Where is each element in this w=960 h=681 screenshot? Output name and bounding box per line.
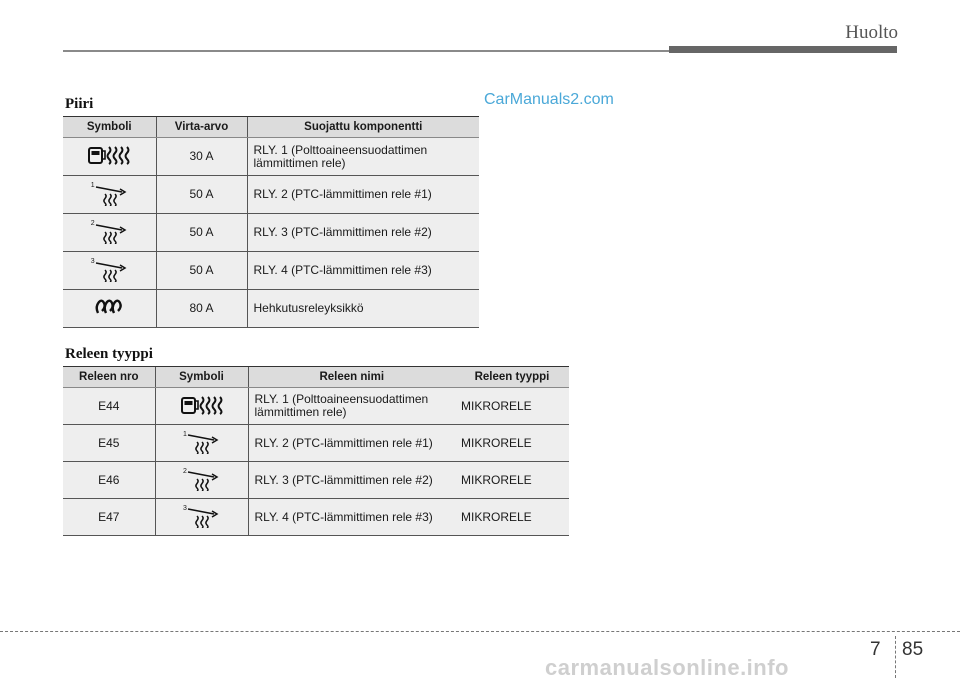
symbol-cell [155, 425, 248, 462]
watermark-link[interactable]: CarManuals2.com [484, 91, 614, 108]
section-title-releen-tyyppi: Releen tyyppi [65, 346, 153, 362]
table-header-row [63, 117, 479, 138]
column-header: Symboli [63, 117, 156, 138]
symbol-cell [155, 388, 248, 425]
table-row [63, 425, 569, 462]
table-row [63, 214, 479, 252]
symbol-index: 2 [183, 467, 187, 475]
component-cell: RLY. 4 (PTC-lämmittimen rele #3) [247, 252, 479, 290]
relay-type-cell: MIKRORELE [455, 388, 569, 425]
rating-cell: 80 A [156, 290, 247, 328]
ptc-heater-icon [183, 432, 220, 454]
chapter-number: 7 [870, 639, 881, 660]
symbol-index: 3 [90, 258, 95, 265]
component-cell: Hehkutusreleyksikkö [247, 290, 479, 328]
ptc-heater-icon [183, 506, 220, 528]
relay-id-cell: E44 [63, 388, 155, 425]
relay-id-cell: E47 [63, 499, 155, 536]
column-header: Virta-arvo [156, 117, 247, 138]
rating-cell: 30 A [156, 138, 247, 176]
column-header: Symboli [155, 367, 248, 388]
fuse-table [63, 116, 479, 328]
rating-cell: 50 A [156, 252, 247, 290]
footer-rule [0, 631, 960, 632]
relay-name-cell: RLY. 3 (PTC-lämmittimen rele #2) [248, 462, 455, 499]
fuel-filter-heater-icon [181, 395, 223, 415]
header-title: Huolto [845, 22, 898, 43]
relay-table [63, 366, 569, 536]
relay-type-cell: MIKRORELE [455, 499, 569, 536]
page-number-divider [895, 636, 896, 678]
ptc-heater-icon [91, 222, 128, 244]
relay-name-cell: RLY. 1 (Polttoaineensuodattimen lämmittimen rele) [248, 388, 455, 425]
header-rule-accent [669, 46, 897, 53]
component-cell: RLY. 3 (PTC-lämmittimen rele #2) [247, 214, 479, 252]
table-row [63, 138, 479, 176]
table-row [63, 176, 479, 214]
symbol-cell [63, 176, 156, 214]
table-row [63, 388, 569, 425]
rating-cell: 50 A [156, 176, 247, 214]
column-header: Releen nimi [248, 367, 455, 388]
column-header: Releen tyyppi [455, 367, 569, 388]
relay-name-cell: RLY. 4 (PTC-lämmittimen rele #3) [248, 499, 455, 536]
ptc-heater-icon [183, 469, 220, 491]
fuel-filter-heater-icon [88, 145, 130, 165]
symbol-cell [155, 499, 248, 536]
relay-type-cell: MIKRORELE [455, 462, 569, 499]
page-number: 85 [902, 639, 924, 660]
symbol-cell [63, 290, 156, 328]
table-header-row [63, 367, 569, 388]
ptc-heater-icon [91, 260, 128, 282]
column-header: Suojattu komponentti [247, 117, 479, 138]
table-row [63, 290, 479, 328]
symbol-cell [63, 138, 156, 176]
symbol-index: 1 [90, 182, 95, 189]
symbol-cell [155, 462, 248, 499]
symbol-cell [63, 252, 156, 290]
relay-id-cell: E46 [63, 462, 155, 499]
relay-type-cell: MIKRORELE [455, 425, 569, 462]
table-row [63, 499, 569, 536]
rating-cell: 50 A [156, 214, 247, 252]
watermark-footer[interactable]: carmanualsonline.info [545, 655, 789, 680]
symbol-index: 3 [183, 504, 187, 512]
component-cell: RLY. 2 (PTC-lämmittimen rele #1) [247, 176, 479, 214]
section-title-piiri: Piiri [65, 96, 94, 112]
symbol-index: 1 [183, 430, 187, 438]
header-rule [63, 50, 673, 52]
relay-id-cell: E45 [63, 425, 155, 462]
glow-plug-icon [94, 298, 124, 316]
ptc-heater-icon [91, 184, 128, 206]
component-cell: RLY. 1 (Polttoaineensuodattimen lämmittimen rele) [247, 138, 479, 176]
symbol-index: 2 [90, 220, 95, 227]
relay-name-cell: RLY. 2 (PTC-lämmittimen rele #1) [248, 425, 455, 462]
table-row [63, 252, 479, 290]
symbol-cell [63, 214, 156, 252]
table-row [63, 462, 569, 499]
column-header: Releen nro [63, 367, 155, 388]
